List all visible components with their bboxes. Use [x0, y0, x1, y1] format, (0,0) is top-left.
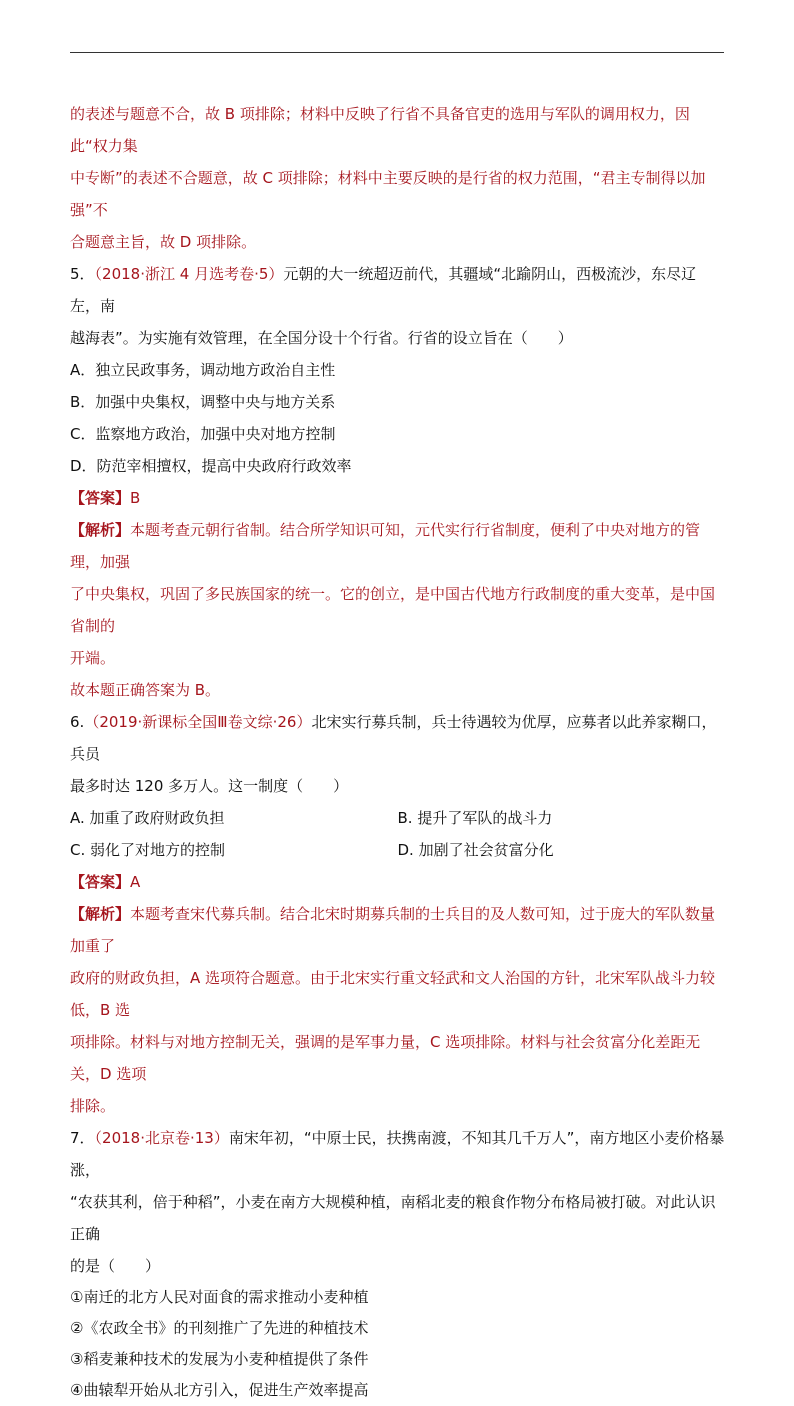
analysis-text: 本题考查元朝行省制。结合所学知识可知，元代实行行省制度，便利了中央对地方的管理，加强: [70, 521, 701, 571]
answer-line: [70, 482, 725, 514]
intro-analysis: [70, 98, 725, 258]
option-c: C．监察地方政治，加强中央对地方控制: [70, 425, 336, 443]
stem-text: 最多时达 120 多万人。这一制度（ ）: [70, 777, 349, 795]
answer-label: 【答案】: [70, 873, 131, 891]
answer-value: B: [130, 489, 141, 507]
analysis-label: 【解析】: [70, 521, 131, 539]
question-source: （2018·浙江 4 月选考卷·5）: [94, 265, 284, 283]
stem-text: 北宋实行募兵制，兵士待遇较为优厚，应募者以此养家糊口，兵员: [70, 713, 717, 763]
analysis-text: 项排除。材料与对地方控制无关，强调的是军事力量，C 选项排除。材料与社会贫富分化差距无关，D 选项: [70, 1033, 701, 1083]
analysis-text: 开端。: [70, 649, 116, 667]
question-stem: [70, 258, 725, 322]
option-b: B. 提升了军队的战斗力: [397, 809, 553, 827]
answer-label: 【答案】: [70, 489, 131, 507]
analysis-text: 排除。: [70, 1097, 116, 1115]
option-a: A．独立民政事务，调动地方政治自主性: [70, 361, 336, 379]
question-source: （2019·新课标全国Ⅲ卷文综·26）: [84, 713, 312, 731]
document-body: [70, 98, 725, 1406]
text-line: 合题意主旨，故 D 项排除。: [70, 233, 257, 251]
stem-text: 南宋年初，“中原士民，扶携南渡，不知其几千万人”，南方地区小麦价格暴涨，: [70, 1129, 725, 1179]
statement-3: ③稻麦兼种技术的发展为小麦种植提供了条件: [70, 1350, 369, 1368]
analysis-text: 了中央集权，巩固了多民族国家的统一。它的创立，是中国古代地方行政制度的重大变革，是中国省制的: [70, 585, 716, 635]
options-row: [70, 802, 725, 834]
header-rule: [70, 52, 724, 53]
answer-line: [70, 866, 725, 898]
option-d: D．防范宰相擅权，提高中央政府行政效率: [70, 457, 352, 475]
question-number: 7．: [70, 1129, 95, 1147]
statement-1: ①南迁的北方人民对面食的需求推动小麦种植: [70, 1288, 369, 1306]
option-b: B．加强中央集权，调整中央与地方关系: [70, 393, 336, 411]
analysis-text: 本题考查宋代募兵制。结合北宋时期募兵制的士兵目的及人数可知，过于庞大的军队数量加重了: [70, 905, 716, 955]
analysis-line: [70, 514, 725, 578]
analysis-label: 【解析】: [70, 905, 131, 923]
analysis-line: [70, 898, 725, 962]
analysis-text: 政府的财政负担，A 选项符合题意。由于北宋实行重文轻武和文人治国的方针，北宋军队战斗力较低，B 选: [70, 969, 716, 1019]
text-line: 的表述与题意不合，故 B 项排除；材料中反映了行省不具备官吏的选用与军队的调用权力，因此“权力集: [70, 105, 690, 155]
text-line: 中专断”的表述不合题意，故 C 项排除；材料中主要反映的是行省的权力范围，“君主专制得以加强”不: [70, 169, 706, 219]
statement-4: ④曲辕犁开始从北方引入，促进生产效率提高: [70, 1381, 369, 1399]
question-source: （2018·北京卷·13）: [94, 1129, 229, 1147]
question-7: [70, 1122, 725, 1406]
stem-text: “农获其利，倍于种稻”，小麦在南方大规模种植，南稻北麦的粮食作物分布格局被打破。对此认识正确: [70, 1193, 716, 1243]
question-stem: [70, 1122, 725, 1186]
question-number: 6.: [70, 713, 85, 731]
options-row: [70, 834, 725, 866]
option-c: C. 弱化了对地方的控制: [70, 841, 226, 859]
stem-text: 元朝的大一统超迈前代，其疆域“北踰阴山，西极流沙，东尽辽左，南: [70, 265, 697, 315]
question-stem: [70, 706, 725, 770]
question-5: [70, 258, 725, 706]
answer-value: A: [130, 873, 141, 891]
statement-2: ②《农政全书》的刊刻推广了先进的种植技术: [70, 1319, 369, 1337]
question-number: 5．: [70, 265, 95, 283]
question-6: [70, 706, 725, 1122]
option-d: D. 加剧了社会贫富分化: [397, 841, 554, 859]
conclusion-text: 故本题正确答案为 B。: [70, 681, 221, 699]
stem-text: 的是（ ）: [70, 1257, 161, 1275]
option-a: A. 加重了政府财政负担: [70, 809, 225, 827]
stem-text: 越海表”。为实施有效管理，在全国分设十个行省。行省的设立旨在（ ）: [70, 329, 573, 347]
